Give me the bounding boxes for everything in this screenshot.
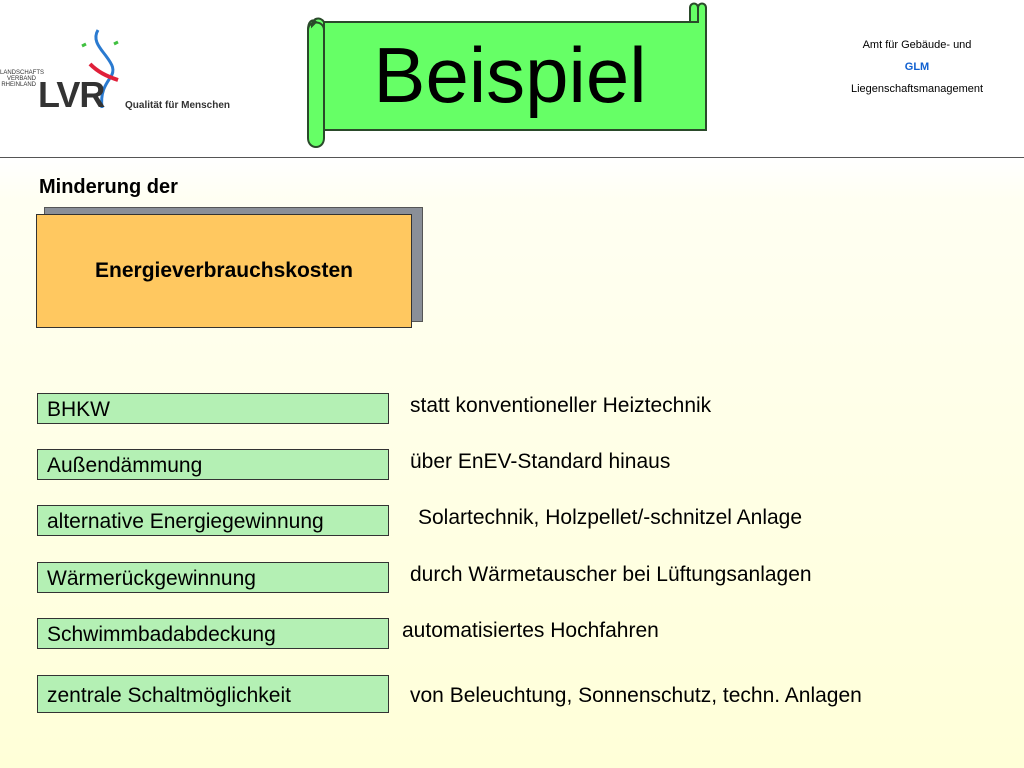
item-label: Schwimmbadabdeckung <box>47 623 276 646</box>
banner-title: Beispiel <box>373 31 647 119</box>
logo-wordmark: LVR <box>38 74 105 115</box>
item-description: automatisiertes Hochfahren <box>402 619 659 642</box>
item-description: Solartechnik, Holzpellet/-schnitzel Anlage <box>418 506 803 529</box>
agency-abbreviation: GLM <box>904 61 930 73</box>
agency-line-3: Liegenschaftsmanagement <box>850 83 984 95</box>
item-description: statt konventioneller Heiztechnik <box>410 394 712 417</box>
item-label: Wärmerückgewinnung <box>47 567 256 590</box>
item-box <box>37 449 389 480</box>
lvr-logo <box>0 22 240 122</box>
item-label: Außendämmung <box>47 454 203 477</box>
header-divider <box>0 157 1024 158</box>
agency-line-1: Amt für Gebäude- und <box>862 39 972 51</box>
subtitle: Minderung der <box>39 176 178 198</box>
item-box <box>37 505 389 536</box>
item-label: alternative Energiegewinnung <box>47 510 324 533</box>
item-label: zentrale Schaltmöglichkeit <box>47 684 291 707</box>
agency-info <box>830 34 1004 100</box>
item-box <box>37 618 389 649</box>
item-description: durch Wärmetauscher bei Lüftungsanlagen <box>410 563 812 586</box>
item-box <box>37 562 389 593</box>
item-box <box>37 393 389 424</box>
title-box <box>36 214 412 328</box>
logo-small-text: LANDSCHAFTS VERBAND RHEINLAND <box>0 70 45 88</box>
item-description: über EnEV-Standard hinaus <box>410 450 671 473</box>
item-description: von Beleuchtung, Sonnenschutz, techn. Anlagen <box>410 684 862 707</box>
logo-tagline: Qualität für Menschen <box>125 100 231 111</box>
item-label: BHKW <box>47 398 110 421</box>
item-box <box>37 675 389 713</box>
title-box-label: Energieverbrauchskosten <box>95 259 353 282</box>
